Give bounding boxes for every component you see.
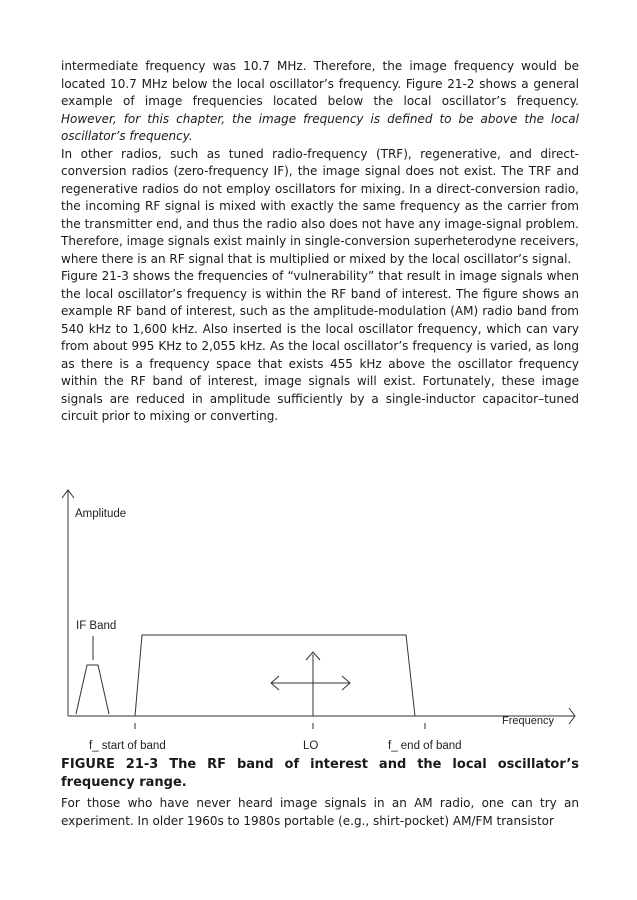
lo-label: LO — [303, 740, 319, 752]
body-text-continued — [61, 795, 579, 830]
end-of-band-label: f_ end of band — [388, 740, 462, 752]
figure-caption: FIGURE 21-3 The RF band of interest and the local oscillator’s frequency range. — [61, 757, 579, 790]
rf-band-shape — [135, 635, 415, 716]
paragraph-3: Figure 21-3 shows the frequencies of “vulnerability” that result in image signals when the local oscillator’s frequency is within the RF band of interest. The figure shows an example RF band of interest, such as the amplitude-modulation (AM) radio band from 540 kHz to 1,600 kHz. Also inserted is the local oscillator frequency, which can vary from about 995 KHz to 2,055 kHz. As the local oscillator’s frequency is varied, as long as there is a frequency space that exists 455 kHz above the oscillator frequency within the RF band of interest, image signals will exist. Fortunately, these image signals are reduced in amplitude sufficiently by a single-inductor capacitor–tuned circuit prior to mixing or converting. — [61, 269, 579, 423]
if-band-label: IF Band — [76, 620, 117, 632]
body-text — [61, 58, 579, 426]
x-axis-label: Frequency — [502, 715, 554, 727]
if-band-shape — [76, 665, 109, 714]
y-axis-label: Amplitude — [75, 508, 127, 520]
paragraph-1-text: intermediate frequency was 10.7 MHz. Therefore, the image frequency would be located 10.7 MHz below the local oscillator’s frequency. Figure 21-2 shows a general example of image frequencies located below the local oscillator’s frequency. — [61, 59, 579, 108]
paragraph-2: In other radios, such as tuned radio-frequency (TRF), regenerative, and direct-conversion radios (zero-frequency IF), the image signal does not exist. The TRF and regenerative radios do not employ oscillators for mixing. In a direct-conversion radio, the incoming RF signal is mixed with exactly the same frequency as the carrier from the transmitter end, and thus the radio also does not have any image-signal problem. Therefore, image signals exist mainly in single-conversion superheterodyne receivers, where there is an RF signal that is multiplied or mixed by the local oscillator’s signal. — [61, 146, 579, 266]
paragraph-1 — [61, 58, 579, 146]
paragraph-4: For those who have never heard image signals in an AM radio, one can try an experiment. In older 1960s to 1980s portable (e.g., shirt-pocket) AM/FM transistor — [61, 796, 579, 828]
figure-21-3 — [60, 488, 580, 758]
start-of-band-label: f_ start of band — [89, 740, 166, 752]
paragraph-1-italic: However, for this chapter, the image frequency is defined to be above the local oscillator’s frequency. — [61, 111, 579, 143]
